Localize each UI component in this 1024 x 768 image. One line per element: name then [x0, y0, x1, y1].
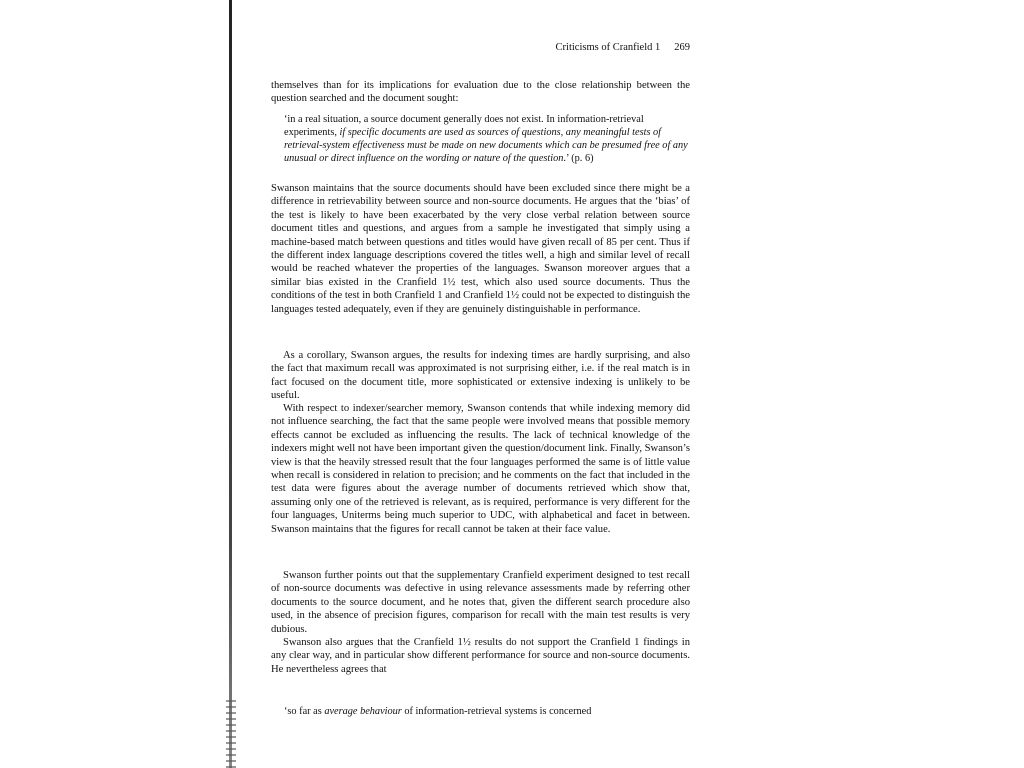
quote-2-italic: average behaviour [324, 706, 402, 717]
quote-2-text-end: of information-retrieval systems is concerned [401, 706, 592, 717]
running-head [271, 41, 690, 55]
binding-marks [226, 700, 236, 768]
paragraph-5: Swanson further points out that the supplementary Cranfield experiment designed to test recall of non-source documents was defective in using relevance assessments made by referring other documents to the source document, and he notes that, given the different search procedure also used, in the absence of precision figures, comparison for recall with the main test results is very dubious. [271, 570, 690, 635]
running-head-title: Criticisms of Cranfield 1 [555, 42, 661, 53]
quote-2-text: ‘so far as [284, 706, 325, 717]
paragraph-6: Swanson also argues that the Cranfield 1½ results do not support the Cranfield 1 findings in any clear way, and in particular show different performance for source and non-source documents. He nevertheless agrees that [271, 637, 690, 675]
paragraph-4: With respect to indexer/searcher memory, Swanson contends that while indexing memory did not influence searching, the fact that the same people were involved means that possible memory effects cannot be excluded as influencing the results. The lack of technical knowledge of the indexers might well not have been important given the question/document link. Finally, Swanson’s view is that the heavily stressed result that the four languages performed the same is of little value when recall is considered in relation to precision; and he comments on the fact that included in the test data were figures about the average number of documents retrieved which show that, assuming only one of the retrieved is relevant, as is required, performance is very different for the four languages, Uniterms being much superior to UDC, with alphabetical and facet in between. Swanson maintains that the figures for recall cannot be taken at their face value. [271, 403, 690, 535]
quote-1-italic: if specific documents are used as sources of questions, any meaningful tests of retrieval-system effectiveness must be made on new documents which can be presumed free of any unusual or direct influence on the wording or nature of the question [284, 127, 688, 165]
quote-1-citation: .’ (p. 6) [563, 153, 594, 165]
paragraph-2: Swanson maintains that the source documents should have been excluded since there might be a difference in retrievability between source and non-source documents. He argues that the ‘bias’ of the test is likely to have been exacerbated by the very close verbal relation between source document titles and questions, and argues from a sample he investigated that simply using a machine-based match between questions and titles would have given recall of 85 per cent. Thus if the different index language descriptions covered the titles well, a high and similar level of recall would be reached whatever the properties of the languages. Swanson moreover argues that a similar bias existed in the Cranfield 1½ test, which also used source documents. Thus the conditions of the test in both Cranfield 1 and Cranfield 1½ could not be expected to distinguish the languages tested adequately, even if they are genuinely distinguishable in performance. [271, 183, 690, 315]
block-quote-1 [284, 113, 690, 165]
page-number: 269 [674, 42, 690, 53]
quote-1-text: ‘in a real situation, a source document generally does not exist. In information-retrieval experiments, [284, 114, 644, 139]
page-binding-edge [229, 0, 232, 768]
paragraph-3: As a corollary, Swanson argues, the results for indexing times are hardly surprising, and also the fact that maximum recall was approximated is not surprising either, i.e. if the real match is in fact focused on the document title, more sophisticated or extensive indexing is unlikely to be useful. [271, 350, 690, 402]
paragraph-1: themselves than for its implications for evaluation due to the close relationship between the question searched and the document sought: [271, 80, 690, 105]
block-quote-2 [284, 705, 690, 718]
